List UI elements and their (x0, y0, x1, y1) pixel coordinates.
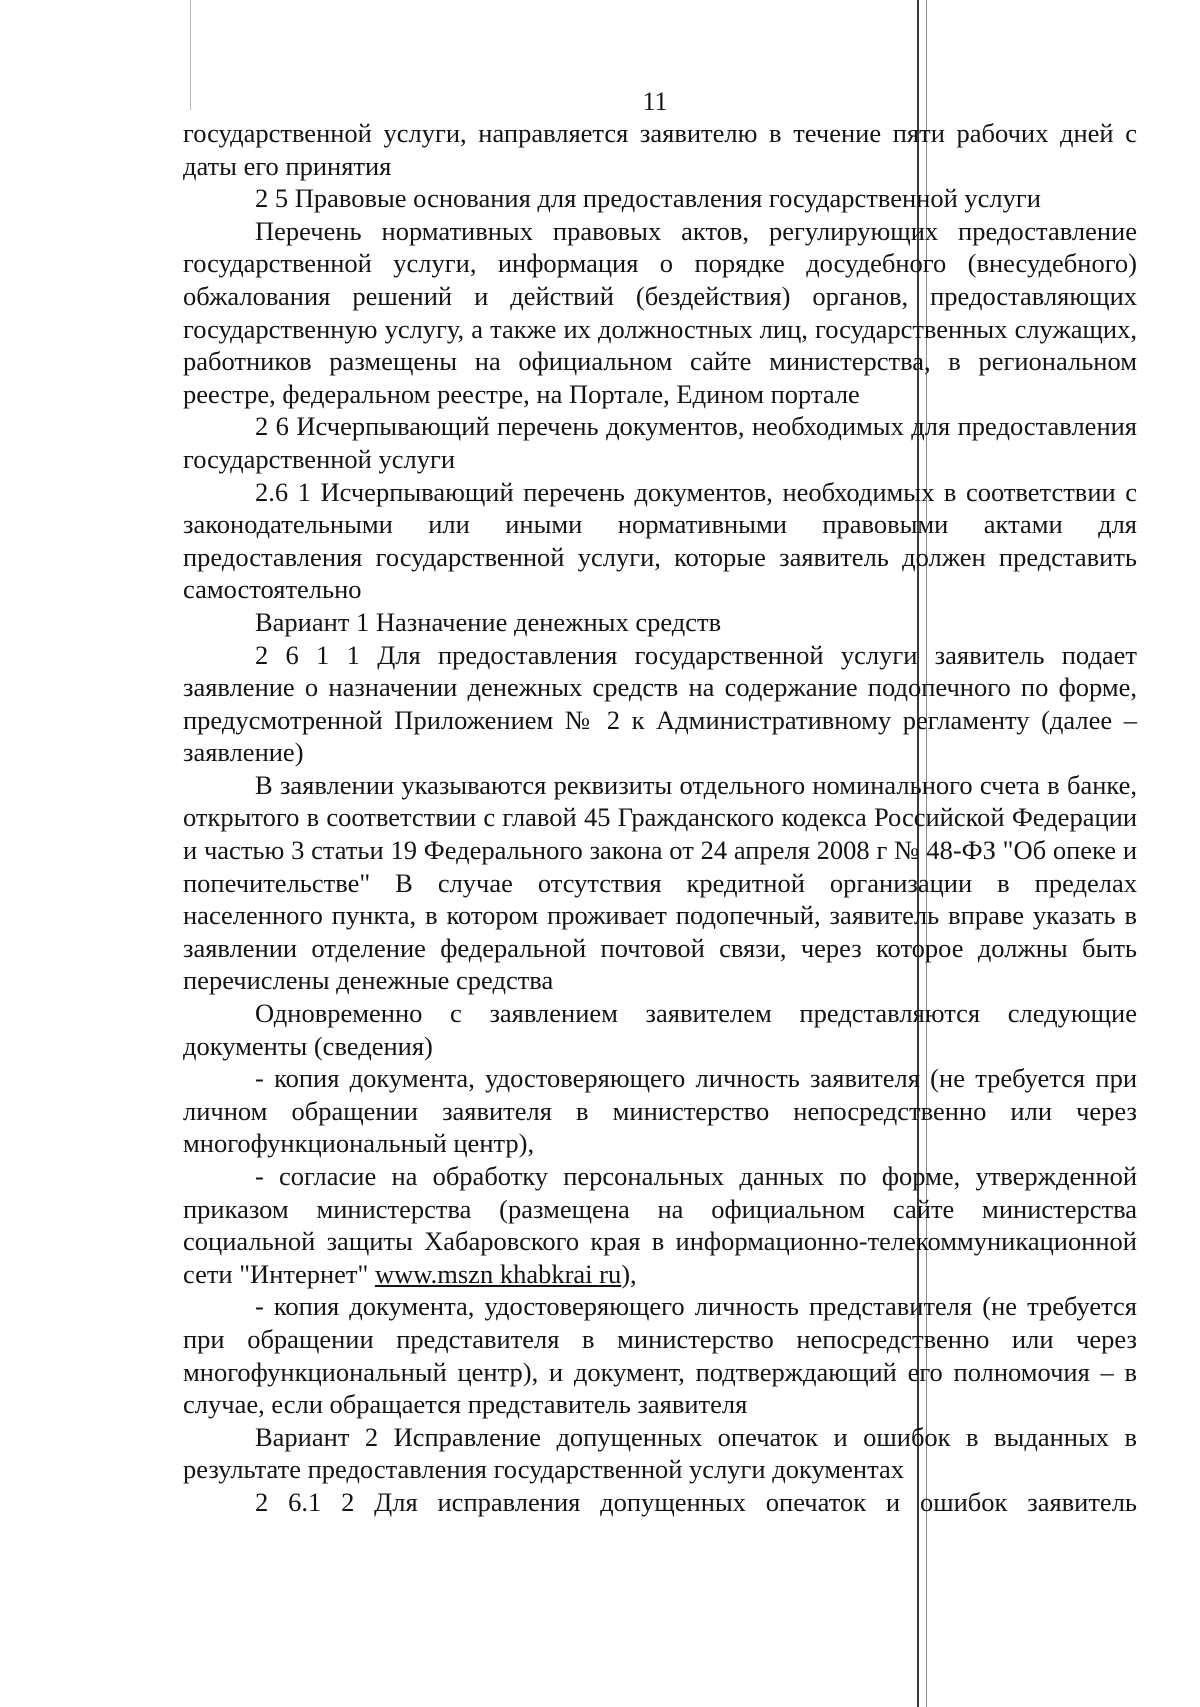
paragraph: В заявлении указываются реквизиты отдельного номинального счета в банке, открытого в соответствии с главой 45 Гражданского кодекса Российской Федерации и частью 3 статьи 19 Федерального закона от 24 апреля 2008 г № 48-ФЗ "Об опеке и попечительстве" В случае отсутствия кредитной организации в пределах населенного пункта, в котором проживает подопечный, заявитель вправе указать в заявлении отделение федеральной почтовой связи, через которое должны быть перечислены денежные средства (183, 769, 1137, 996)
list-item-text: - согласие на обработку персональных данных по форме, утвержденной приказом министерства (размещена на официальном сайте министерства социальной защиты Хабаровского края в информационно-телекоммуникационной сети "Интернет" (183, 1161, 1137, 1289)
section-heading: 2 5 Правовые основания для предоставления государственной услуги (255, 183, 1041, 214)
paragraph: государственной услуги, направляется заявителю в течение пяти рабочих дней с даты его принятия (183, 118, 1137, 181)
website-link[interactable]: www.mszn khabkrai ru (374, 1258, 622, 1289)
paragraph: 2 6.1 2 Для исправления допущенных опечаток и ошибок заявитель (255, 1486, 1137, 1517)
list-item: - копия документа, удостоверяющего личность заявителя (не требуется при личном обращении заявителя в министерство непосредственно или через многофункциональный центр), (183, 1063, 1137, 1159)
paragraph: Перечень нормативных правовых актов, регулирующих предоставление государственной услуги, информация о порядке досудебного (внесудебного) обжалования решений и действий (бездействия) органов, предоставляющих государственную услугу, а также их должностных лиц, государственных служащих, работников размещены на официальном сайте министерства, в региональном реестре, федеральном реестре, на Портале, Едином портале (183, 215, 1137, 409)
document-body (183, 117, 1137, 1519)
paragraph: 2 6 1 1 Для предоставления государственной услуги заявитель подает заявление о назначении денежных средств на содержание подопечного по форме, предусмотренной Приложением № 2 к Административному регламенту (далее – заявление) (183, 639, 1137, 768)
paragraph: 2.6 1 Исчерпывающий перечень документов, необходимых в соответствии с законодательными или иными нормативными правовыми актами для предоставления государственной услуги, которые заявитель должен представить самостоятельно (183, 476, 1137, 605)
paragraph: Одновременно с заявлением заявителем представляются следующие документы (сведения) (183, 998, 1137, 1061)
variant-heading: Вариант 1 Назначение денежных средств (255, 606, 722, 637)
page-number: 11 (642, 87, 668, 116)
list-item: - копия документа, удостоверяющего личность представителя (не требуется при обращении представителя в министерство непосредственно или через многофункциональный центр), и документ, подтверждающий его полномочия – в случае, если обращается представитель заявителя (183, 1291, 1137, 1420)
list-item-text: ), (621, 1258, 637, 1289)
list-item (183, 1160, 1137, 1290)
section-heading: 2 6 Исчерпывающий перечень документов, необходимых для предоставления государственной услуги (183, 411, 1137, 474)
variant-heading: Вариант 2 Исправление допущенных опечаток и ошибок в выданных в результате предоставления государственной услуги документах (183, 1421, 1137, 1485)
